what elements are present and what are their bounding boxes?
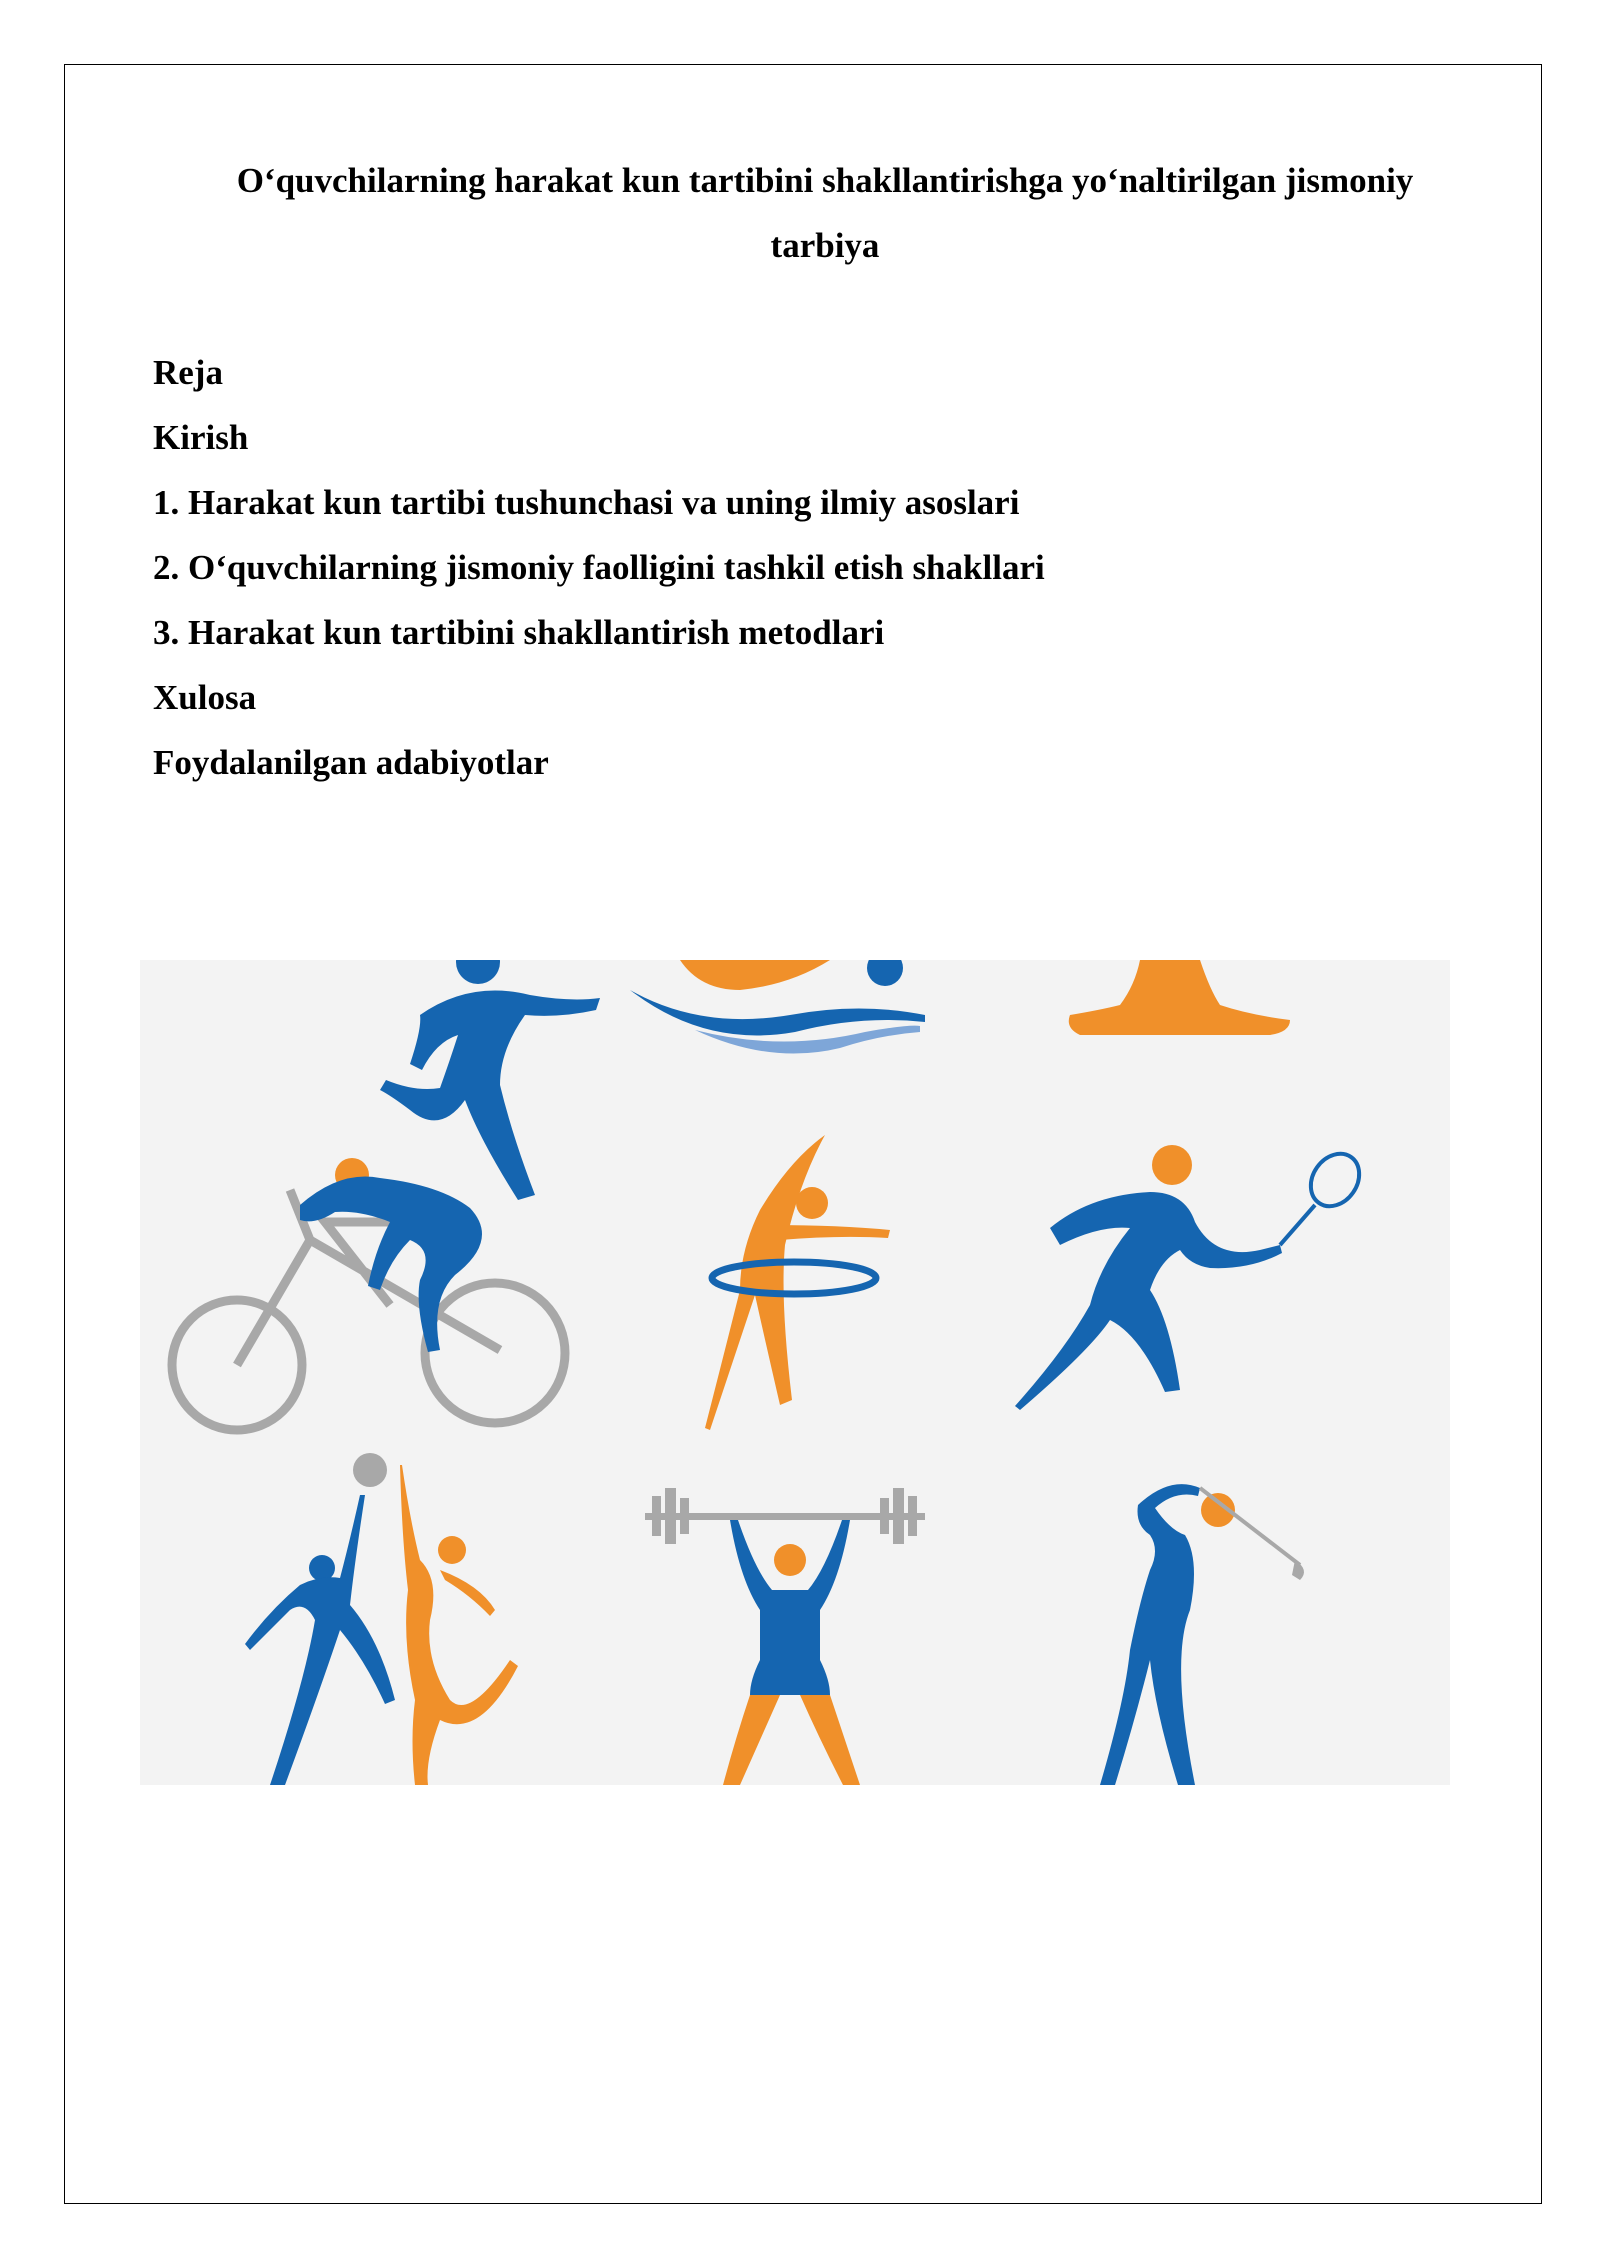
- weightlifter-icon: [645, 1488, 925, 1785]
- golfer-icon: [1100, 1484, 1304, 1785]
- plan-item-3: 3. Harakat kun tartibini shakllantirish metodlari: [153, 613, 885, 652]
- plan-item-references: Foydalanilgan adabiyotlar: [153, 743, 549, 782]
- plan-item-conclusion: Xulosa: [153, 678, 257, 717]
- plan-list: [153, 340, 1045, 795]
- document-title: [150, 148, 1500, 278]
- volleyball-players-icon: [245, 1453, 518, 1785]
- plan-item-1: 1. Harakat kun tartibi tushunchasi va uning ilmiy asoslari: [153, 483, 1020, 522]
- swimmer-icon: [630, 960, 925, 1054]
- title-line-2: tarbiya: [770, 226, 880, 265]
- hula-hoop-icon: [705, 1135, 890, 1430]
- sports-illustration: [140, 960, 1450, 1785]
- plan-item-introduction: Kirish: [153, 418, 249, 457]
- plan-item-2: 2. O‘quvchilarning jismoniy faolligini tashkil etish shakllari: [153, 548, 1045, 587]
- title-line-1: O‘quvchilarning harakat kun tartibini shakllantirishga yo‘naltirilgan jismoniy: [236, 161, 1414, 200]
- plan-heading: Reja: [153, 353, 223, 392]
- cyclist-icon: [172, 1158, 565, 1430]
- tennis-player-icon: [1015, 1144, 1369, 1410]
- meditation-icon: [1069, 960, 1290, 1035]
- runner-icon: [380, 960, 600, 1200]
